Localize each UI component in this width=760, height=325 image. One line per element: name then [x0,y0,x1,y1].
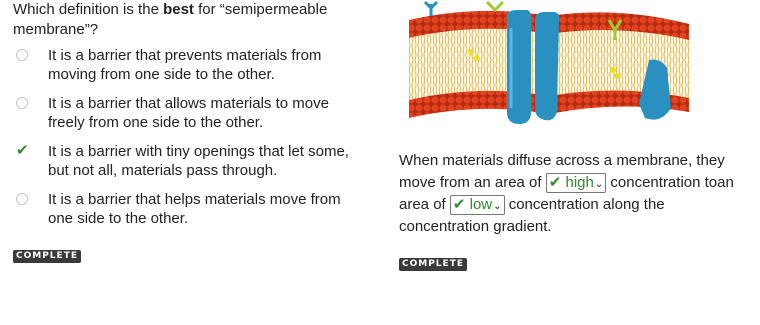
question-emphasis: best [163,1,194,18]
fill-in-passage: When materials diffuse across a membrane, they move from an area of ✔ high⌄ concentration toan area of ✔ low⌄ concentration along the concentration gradient. [399,152,734,235]
check-icon: ✔ [452,196,466,213]
chevron-down-icon: ⌄ [493,201,502,212]
dropdown-value: high [565,174,594,191]
question-text: Which definition is the best for “semipermeable membrane”? [13,1,328,38]
question-panel [13,0,373,261]
check-icon: ✔ [548,174,562,191]
concentration-dropdown-1[interactable] [546,173,607,193]
answer-option-text: It is a barrier that allows materials to move freely from one side to the other. [48,95,329,131]
dropdown-value: low [469,196,493,213]
cell-membrane-image [399,0,699,132]
answer-option-text: It is a barrier that helps materials move from one side to the other. [48,191,341,227]
complete-badge: COMPLETE [13,250,81,263]
radio-button[interactable] [16,193,28,205]
concentration-dropdown-2[interactable] [450,195,505,215]
radio-button[interactable] [16,49,28,61]
answer-option-text: It is a barrier with tiny openings that let some, but not all, materials pass through. [48,143,349,179]
answer-option-text: It is a barrier that prevents materials from moving from one side to the other. [48,47,322,83]
chevron-down-icon: ⌄ [594,179,604,190]
complete-badge: COMPLETE [399,258,467,271]
radio-button[interactable] [16,97,28,109]
correct-check-icon: ✔ [16,142,29,159]
